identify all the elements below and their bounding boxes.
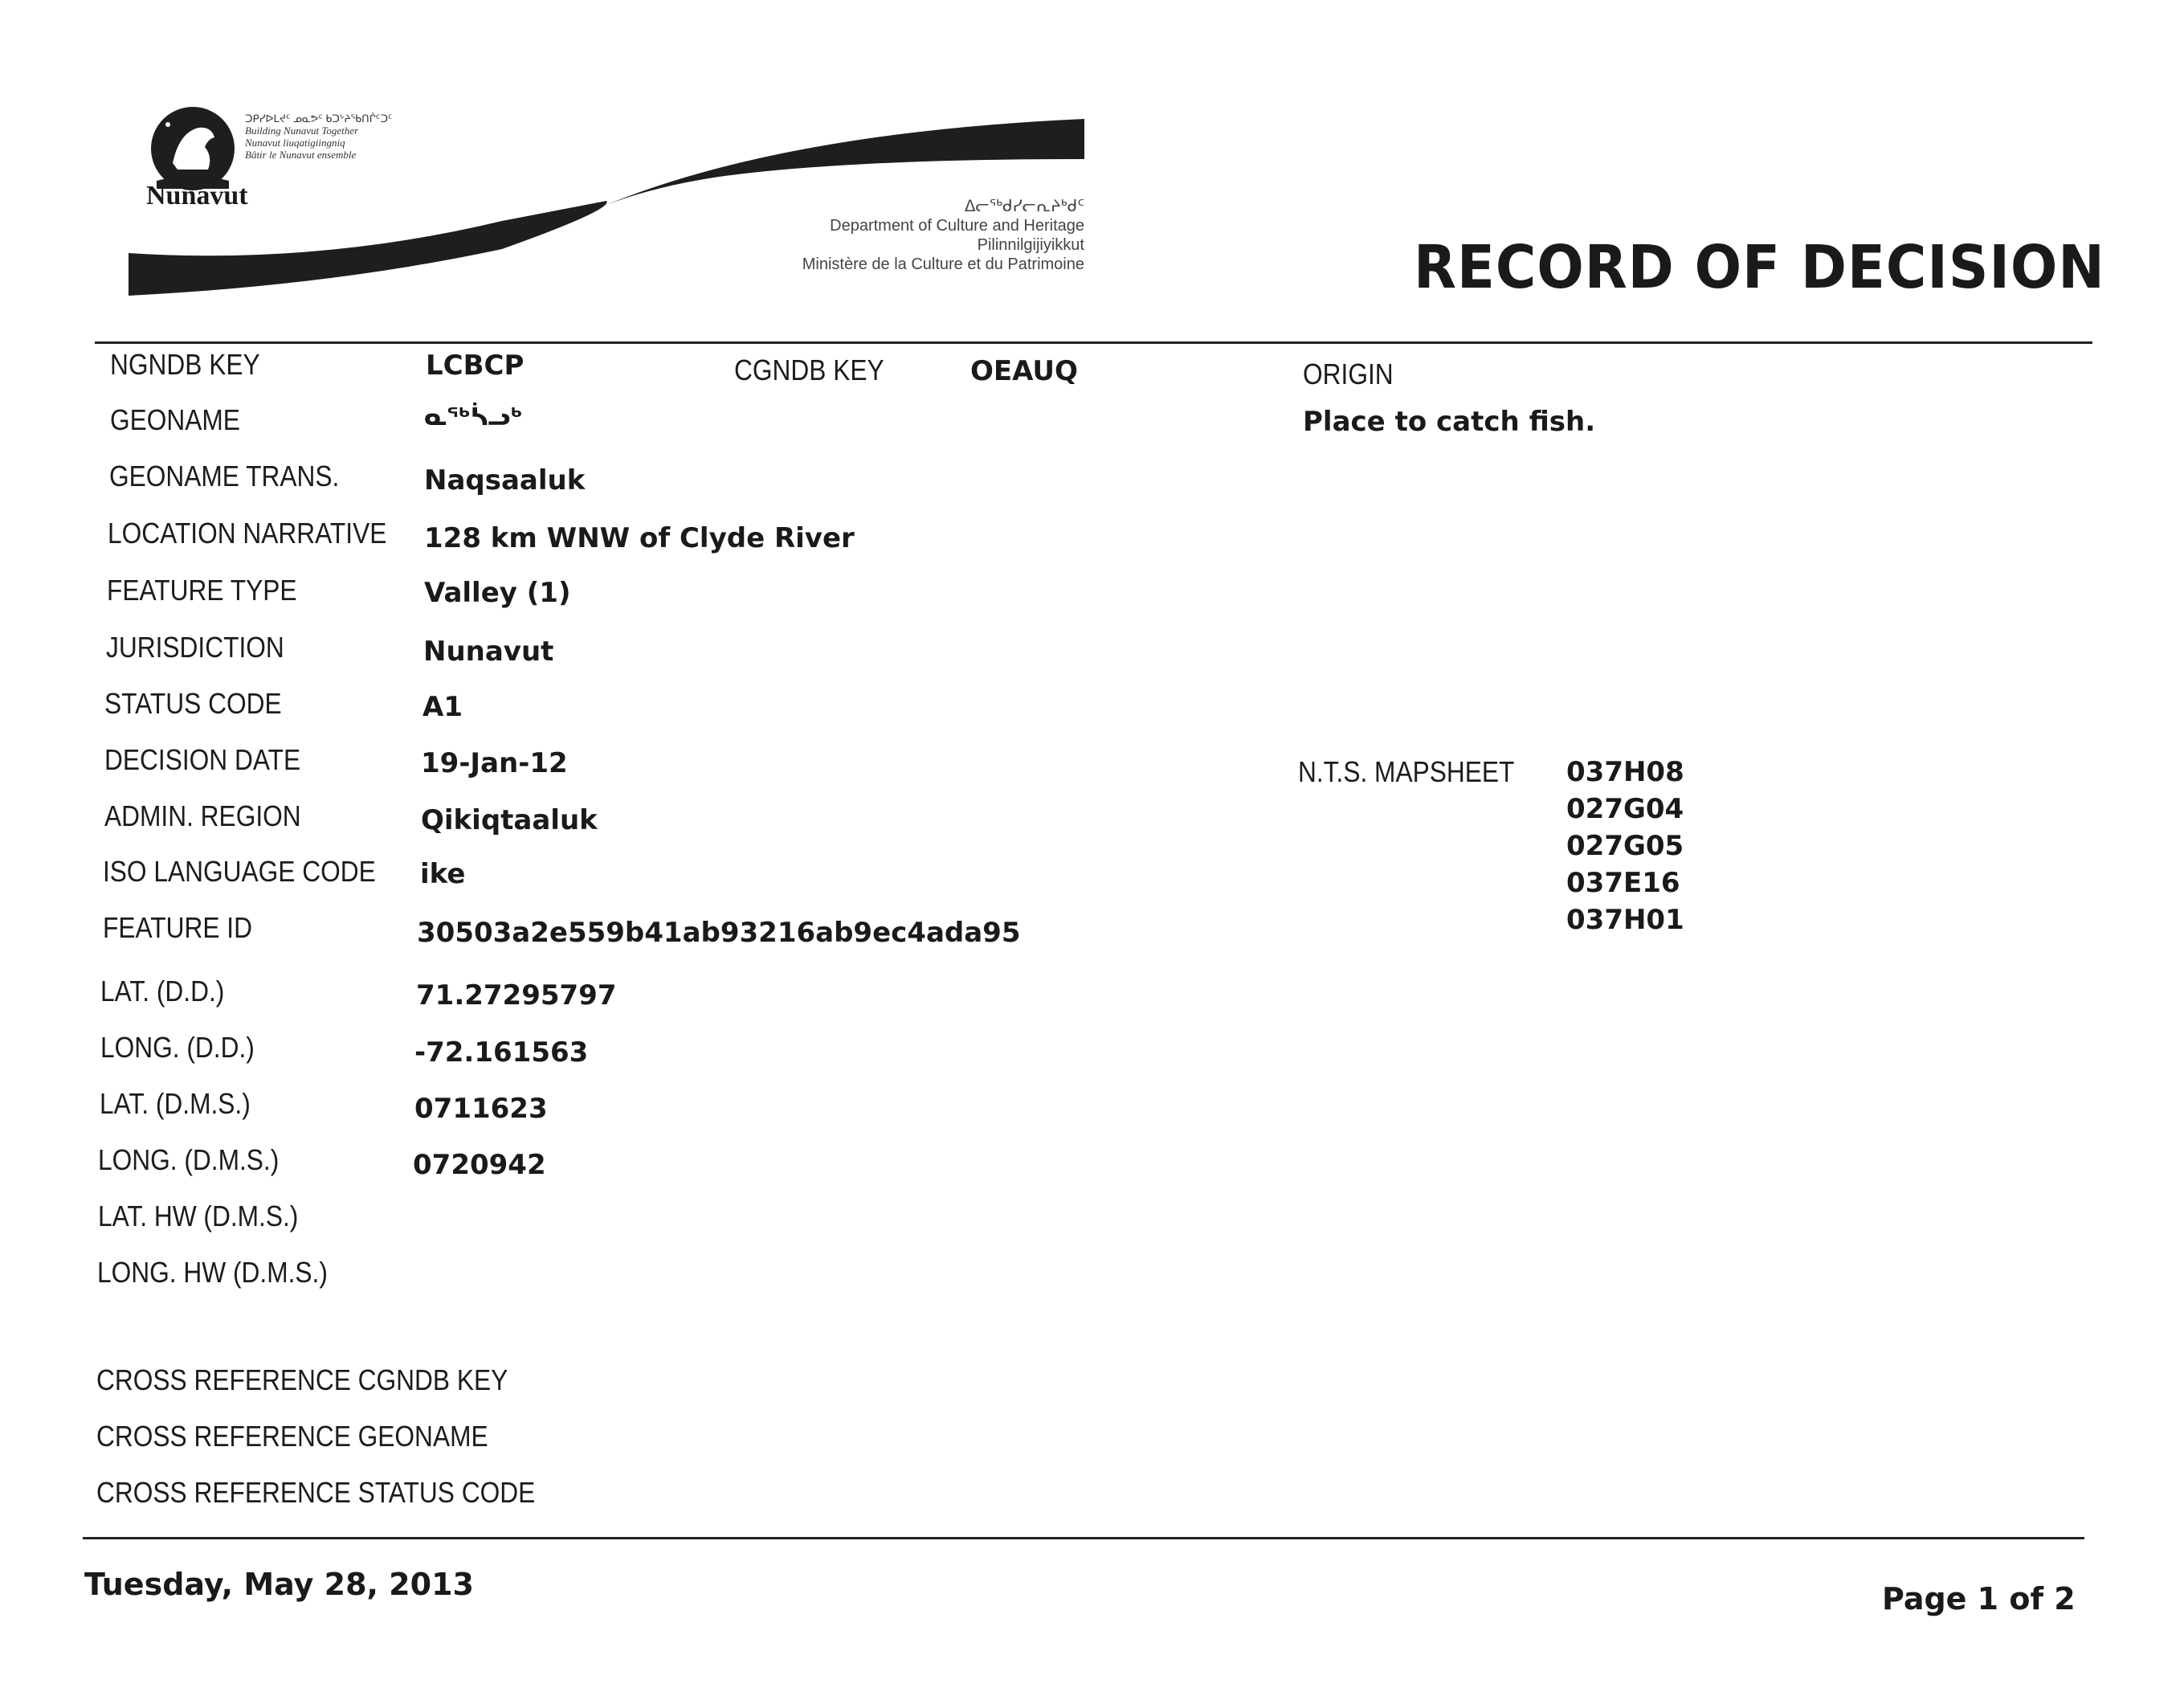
nts-mapsheet-item: 037H01 bbox=[1566, 904, 1684, 936]
field-label: STATUS CODE bbox=[104, 687, 282, 720]
field-value: ᓇᖅᓵᓗᒃ bbox=[424, 403, 523, 431]
field-value: 0720942 bbox=[413, 1149, 546, 1181]
field-label: LOCATION NARRATIVE bbox=[108, 517, 387, 550]
department-line: Department of Culture and Heritage bbox=[830, 217, 1084, 235]
origin-label: ORIGIN bbox=[1303, 358, 1394, 390]
field-label: LAT. (D.M.S.) bbox=[100, 1087, 251, 1120]
nts-mapsheet-item: 027G04 bbox=[1566, 793, 1684, 825]
department-line: Ministère de la Culture et du Patrimoine bbox=[802, 255, 1084, 273]
footer-divider bbox=[83, 1537, 2084, 1539]
nts-mapsheet-label: N.T.S. MAPSHEET bbox=[1298, 755, 1515, 788]
field-value: 19-Jan-12 bbox=[421, 747, 568, 779]
field-label: LAT. (D.D.) bbox=[100, 975, 225, 1007]
logo-tagline-line: Bâtir le Nunavut ensemble bbox=[245, 149, 357, 161]
field-value: 0711623 bbox=[414, 1093, 548, 1125]
field-label: LONG. (D.D.) bbox=[100, 1031, 255, 1064]
department-line: ᐃᓕᖅᑯᓯᓕᕆᔨᒃᑯᑦ bbox=[964, 198, 1084, 215]
nts-mapsheet-item: 037H08 bbox=[1566, 756, 1684, 788]
cross-reference-label: CROSS REFERENCE STATUS CODE bbox=[96, 1476, 536, 1509]
field-label: GEONAME bbox=[110, 403, 240, 436]
field-label: NGNDB KEY bbox=[110, 348, 260, 381]
field-value: 128 km WNW of Clyde River bbox=[424, 522, 855, 554]
field-label: LAT. HW (D.M.S.) bbox=[98, 1200, 299, 1232]
field-label: LONG. (D.M.S.) bbox=[98, 1143, 280, 1176]
field-value: ike bbox=[420, 858, 466, 890]
field-value: Valley (1) bbox=[424, 577, 571, 609]
page-title: RECORD OF DECISION bbox=[1414, 233, 2105, 302]
department-line: Pilinnilgijiyikkut bbox=[977, 236, 1084, 254]
field-label: DECISION DATE bbox=[104, 743, 301, 776]
field-value: 30503a2e559b41ab93216ab9ec4ada95 bbox=[417, 917, 1021, 949]
logo-tagline-line: Building Nunavut Together bbox=[245, 125, 359, 137]
nts-mapsheet-list bbox=[1566, 754, 1684, 938]
field-label: GEONAME TRANS. bbox=[109, 460, 340, 493]
field-value: Qikiqtaaluk bbox=[421, 804, 598, 836]
department-block bbox=[691, 197, 1084, 274]
field-label: FEATURE TYPE bbox=[107, 574, 297, 607]
field-label: ISO LANGUAGE CODE bbox=[103, 855, 376, 888]
field-label: LONG. HW (D.M.S.) bbox=[97, 1256, 328, 1289]
field-label: FEATURE ID bbox=[103, 911, 252, 944]
footer-date: Tuesday, May 28, 2013 bbox=[84, 1567, 474, 1602]
origin-value: Place to catch fish. bbox=[1303, 406, 1596, 438]
field-value: -72.161563 bbox=[414, 1036, 589, 1069]
logo-tagline-line: Nunavut liuqatigiingniq bbox=[245, 137, 345, 149]
logo-wordmark: Nunavut bbox=[146, 181, 248, 210]
header-divider bbox=[95, 341, 2092, 344]
page-number: Page 1 of 2 bbox=[1882, 1581, 2076, 1616]
logo-tagline-line: ᑐᑭᓯᐅᒪᔪᑦ ᓄᓇᕗᑦ ᑲᑐᔾᔨᖃᑎᒌᑦᑐᑦ bbox=[245, 112, 393, 125]
cgndb-key-value: OEAUQ bbox=[970, 355, 1078, 387]
field-value: Naqsaaluk bbox=[424, 464, 586, 497]
field-value: Nunavut bbox=[423, 636, 554, 668]
cross-reference-label: CROSS REFERENCE CGNDB KEY bbox=[96, 1363, 508, 1396]
nts-mapsheet-item: 027G05 bbox=[1566, 830, 1684, 862]
field-value: LCBCP bbox=[426, 349, 525, 382]
cross-reference-label: CROSS REFERENCE GEONAME bbox=[96, 1420, 488, 1453]
field-value: 71.27295797 bbox=[416, 979, 617, 1012]
field-value: A1 bbox=[423, 691, 463, 723]
field-label: ADMIN. REGION bbox=[104, 799, 301, 832]
nts-mapsheet-item: 037E16 bbox=[1566, 867, 1680, 899]
cgndb-key-label: CGNDB KEY bbox=[734, 354, 884, 386]
field-label: JURISDICTION bbox=[106, 631, 284, 664]
